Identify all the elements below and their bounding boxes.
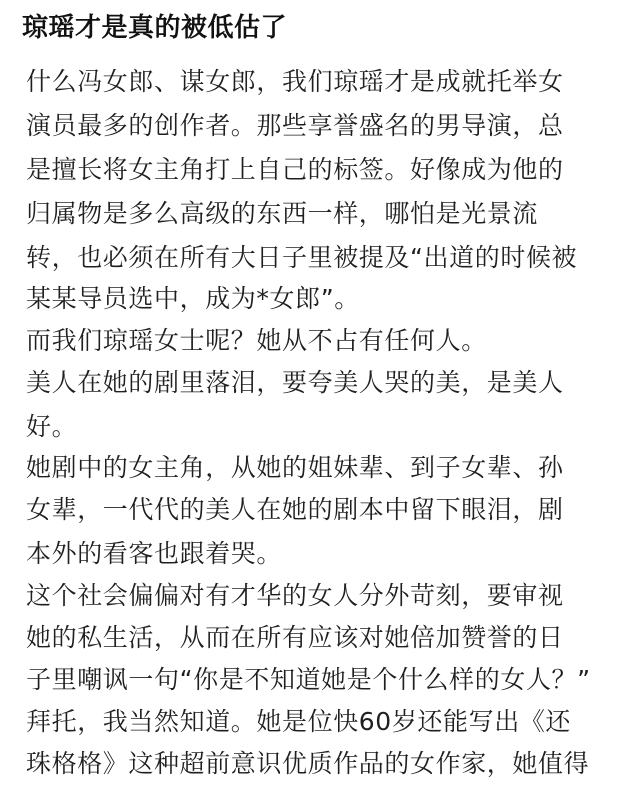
paragraph-line: 她的私生活，从而在所有应该对她倍加赞誉的日 (26, 623, 564, 652)
paragraph-line: 拜托，我当然知道。她是位快60岁还能写出《还 (26, 707, 572, 736)
paragraph-line: 归属物是多么高级的东西一样，哪怕是光景流 (26, 199, 539, 228)
post-title: 琼瑶才是真的被低估了 (22, 13, 288, 43)
paragraph-line: 演员最多的创作者。那些享誉盛名的男导演，总 (26, 111, 564, 140)
paragraph-line: 美人在她的剧里落泪，要夸美人哭的美，是美人 (26, 368, 564, 397)
paragraph-line: 女辈，一代代的美人在她的剧本中留下眼泪，剧 (26, 495, 564, 524)
paragraph-line: 是擅长将女主角打上自己的标签。好像成为他的 (26, 155, 564, 184)
paragraph-line: 某某导员选中，成为*女郎”。 (26, 284, 360, 313)
paragraph-line: 这个社会偏偏对有才华的女人分外苛刻，要审视 (26, 581, 564, 610)
paragraph-line: 转，也必须在所有大日子里被提及“出道的时候被 (26, 243, 578, 272)
paragraph-line: 而我们琼瑶女士呢？她从不占有任何人。 (26, 326, 487, 355)
paragraph-line: 珠格格》这种超前意识优质作品的女作家，她值得 (26, 749, 590, 778)
paragraph-line: 本外的看客也跟着哭。 (26, 539, 283, 568)
paragraph-line: 她剧中的女主角，从她的姐妹辈、到子女辈、孙 (26, 453, 564, 482)
paragraph-line: 子里嘲讽一句“你是不知道她是个什么样的女人？” (26, 665, 591, 694)
paragraph-line: 好。 (26, 412, 78, 441)
paragraph-line: 什么冯女郎、谋女郎，我们琼瑶才是成就托举女 (26, 67, 564, 96)
